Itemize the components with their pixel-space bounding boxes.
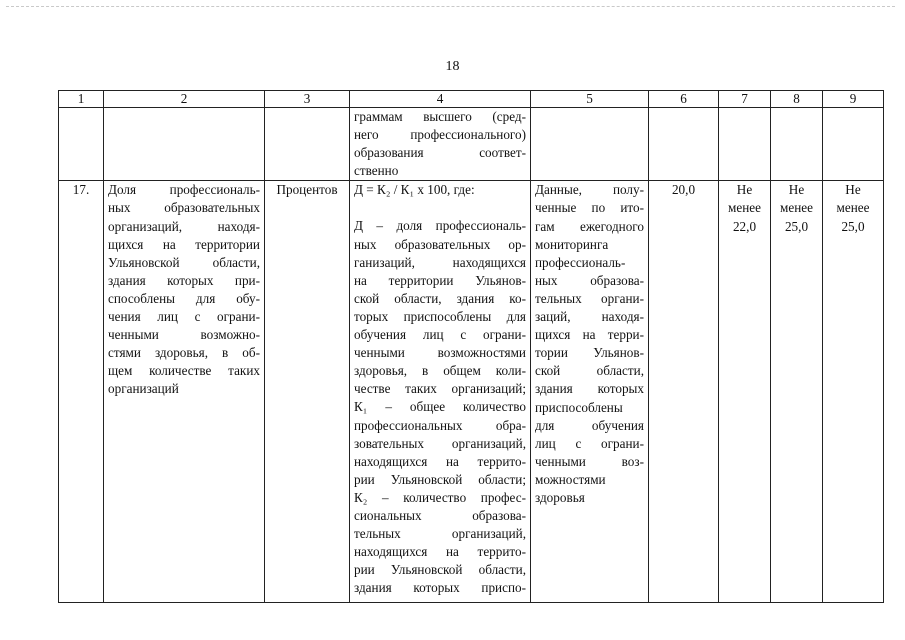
indicator-table	[58, 90, 884, 603]
method-line: ганизаций, находящихся	[354, 254, 526, 270]
method-line: честве таких организаций;	[354, 381, 526, 397]
method-line: ных образовательных ор-	[354, 236, 526, 252]
target-line: Не	[845, 182, 861, 198]
source-line: здоровья	[535, 489, 585, 505]
indicator-name-line: щихся на территории	[108, 236, 260, 252]
indicator-row-17	[59, 181, 884, 603]
indicator-name-line: организаций	[108, 381, 179, 397]
target-line: менее	[780, 200, 813, 216]
col-header-8: 8	[771, 91, 823, 108]
row-number: 17.	[59, 181, 104, 603]
cont-cell-5	[531, 108, 649, 181]
source-line: ных образова-	[535, 272, 644, 288]
col-header-2: 2	[104, 91, 265, 108]
indicator-name-line: способлены для обу-	[108, 290, 260, 306]
target-line: менее	[836, 200, 870, 216]
method-line: К₂ – количество профес-	[354, 489, 526, 505]
col-header-9: 9	[823, 91, 884, 108]
method-line: здоровья, в общем коли-	[354, 363, 526, 379]
col-header-6: 6	[649, 91, 719, 108]
cont-cell-1	[59, 108, 104, 181]
method-line: Д – доля профессиональ-	[354, 218, 526, 234]
cont-method-line: него профессионального)	[354, 127, 526, 143]
cont-method-line: образования соответ-	[354, 145, 526, 161]
col-header-4: 4	[350, 91, 531, 108]
indicator-name-line: чения лиц с ограни-	[108, 309, 260, 325]
method-line: находящихся на террито-	[354, 453, 526, 469]
unit-cell: Процентов	[265, 181, 350, 603]
cont-cell-3	[265, 108, 350, 181]
cont-cell-8	[771, 108, 823, 181]
target-value: 25,0	[841, 218, 865, 234]
method-cell	[350, 181, 531, 603]
cont-cell-6	[649, 108, 719, 181]
source-line: здания которых	[535, 381, 644, 397]
source-line: Данные, полу-	[535, 182, 644, 198]
source-line: ской области,	[535, 363, 644, 379]
source-line: щихся на терри-	[535, 327, 644, 343]
col-header-3: 3	[265, 91, 350, 108]
method-line: тельных организаций,	[354, 526, 526, 542]
method-line: находящихся на террито-	[354, 544, 526, 560]
method-line: обучения лиц с ограни-	[354, 327, 526, 343]
source-line: для обучения	[535, 417, 644, 433]
target-line: менее	[728, 200, 761, 216]
cont-method-line: граммам высшего (сред-	[354, 109, 526, 124]
method-line: рии Ульяновской области,	[354, 562, 526, 578]
method-line: ченными возможностями	[354, 345, 526, 361]
indicator-name-cell	[104, 181, 265, 603]
source-line: лиц с ограни-	[535, 435, 644, 451]
method-line: сиональных образова-	[354, 507, 526, 523]
source-cell	[531, 181, 649, 603]
source-line: мониторинга	[535, 236, 609, 252]
indicator-name-line: организаций, находя-	[108, 218, 260, 234]
scan-top-edge	[6, 6, 895, 7]
formula-line: Д = К₂ / К₁ х 100, где:	[354, 182, 475, 198]
method-line: здания которых приспо-	[354, 580, 526, 596]
target-line: Не	[788, 182, 805, 198]
source-line: гам ежегодного	[535, 218, 644, 234]
page-number: 18	[445, 59, 460, 74]
source-line: заций, находя-	[535, 309, 644, 325]
blank-line	[354, 199, 526, 217]
cont-cell-2	[104, 108, 265, 181]
method-line: рии Ульяновской области;	[354, 471, 526, 487]
source-line: тельных органи-	[535, 290, 644, 306]
method-line: зовательных организаций,	[354, 435, 526, 451]
indicator-name-line: стями здоровья, в об-	[108, 345, 260, 361]
target-value: 25,0	[784, 218, 809, 234]
source-line: приспособлены	[535, 399, 623, 415]
cont-cell-9	[823, 108, 884, 181]
continuation-row	[59, 108, 884, 181]
method-line: профессиональных обра-	[354, 417, 526, 433]
col-header-5: 5	[531, 91, 649, 108]
source-line: можностями	[535, 471, 606, 487]
source-line: профессиональ-	[535, 254, 626, 270]
cont-method-cell	[350, 108, 531, 181]
indicator-name-line: щем количестве таких	[108, 363, 260, 379]
source-line: ченными воз-	[535, 453, 644, 469]
source-line: тории Ульянов-	[535, 345, 644, 361]
indicator-name-line: ченными возможно-	[108, 327, 260, 343]
col-header-1: 1	[59, 91, 104, 108]
method-line: торых приспособлены для	[354, 308, 526, 324]
col-header-7: 7	[719, 91, 771, 108]
target-line: Не	[736, 182, 753, 198]
target-value: 22,0	[732, 218, 757, 234]
indicator-name-line: здания которых при-	[108, 272, 260, 288]
method-line: на территории Ульянов-	[354, 272, 526, 288]
target-col-7	[719, 181, 771, 603]
source-line: ченные по ито-	[535, 200, 644, 216]
indicator-name-line: Ульяновской области,	[108, 254, 260, 270]
cont-cell-7	[719, 108, 771, 181]
cont-method-line: ственно	[354, 163, 399, 179]
column-number-row	[59, 91, 884, 108]
method-line: К₁ – общее количество	[354, 399, 526, 415]
indicator-name-line: Доля профессиональ-	[108, 182, 260, 198]
target-col-9	[823, 181, 884, 603]
target-col-8	[771, 181, 823, 603]
method-line: ской области, здания ко-	[354, 290, 526, 306]
indicator-name-line: ных образовательных	[108, 200, 260, 216]
base-value: 20,0	[649, 181, 719, 603]
